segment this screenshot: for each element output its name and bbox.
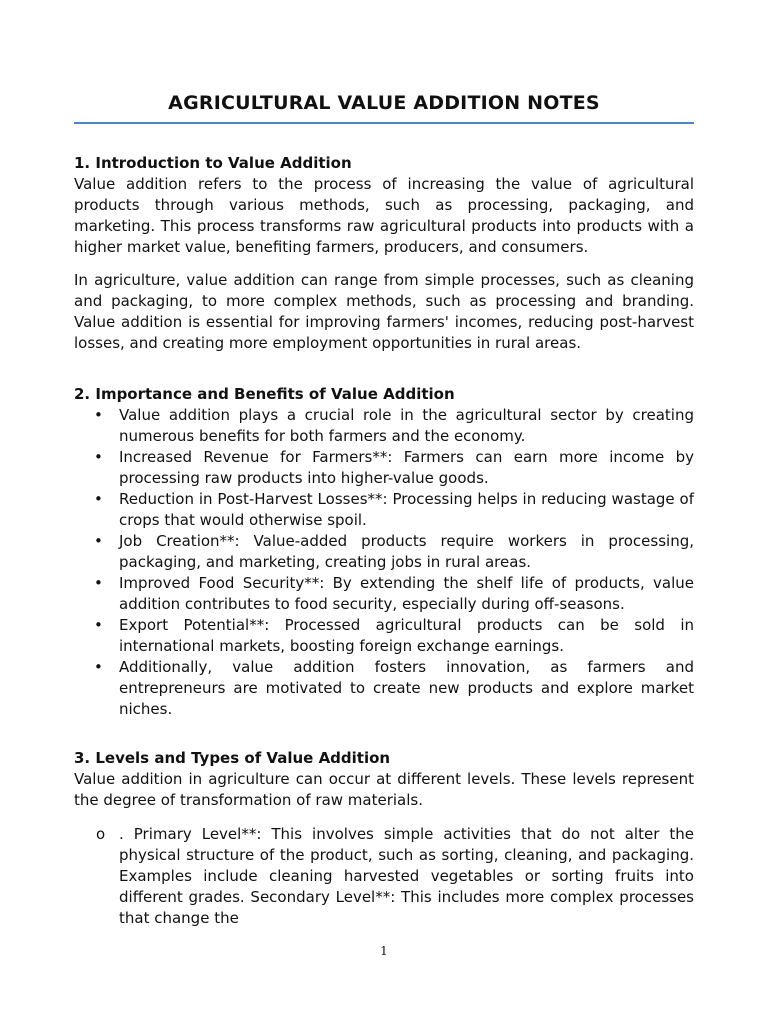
sub-item-text: . Primary Level**: This involves simple activities that do not alter the physical structure of the product, such as sorting, cleaning, and packaging. Examples include cleaning harvested vegetables or sorting fruits into different grades. Secondary Level**: This includes more complex processes that change the [119, 825, 694, 927]
list-item [74, 615, 694, 657]
benefits-list [74, 405, 694, 720]
levels-intro-paragraph: Value addition in agriculture can occur at different levels. These levels represent the degree of transformation of raw materials. [74, 770, 694, 809]
bullet-icon: • [94, 532, 103, 550]
levels-sub-item [74, 824, 694, 929]
list-item-text: Additionally, value addition fosters innovation, as farmers and entrepreneurs are motivated to create new products and explore market niches. [119, 658, 694, 718]
bullet-icon: • [94, 490, 103, 508]
list-item-text: Increased Revenue for Farmers**: Farmers can earn more income by processing raw products into higher-value goods. [119, 448, 694, 487]
bullet-icon: • [94, 658, 103, 676]
list-item [74, 405, 694, 447]
list-item-text: Export Potential**: Processed agricultural products can be sold in international markets, boosting foreign exchange earnings. [119, 616, 694, 655]
page-number: 1 [380, 944, 388, 958]
section-introduction [74, 153, 694, 354]
title-underline [74, 122, 694, 124]
section-heading-importance: 2. Importance and Benefits of Value Addition [74, 385, 455, 403]
list-item [74, 531, 694, 573]
list-item [74, 573, 694, 615]
document-title: AGRICULTURAL VALUE ADDITION NOTES [168, 92, 600, 114]
section-levels [74, 748, 694, 929]
section-heading-introduction: 1. Introduction to Value Addition [74, 154, 352, 172]
introduction-paragraph-2: In agriculture, value addition can range from simple processes, such as cleaning and packaging, to more complex methods, such as processing and branding. Value addition is essential for improving farmers' incomes, reducing post-harvest losses, and creating more employment opportunities in rural areas. [74, 271, 694, 352]
list-item-text: Job Creation**: Value-added products require workers in processing, packaging, and marketing, creating jobs in rural areas. [119, 532, 694, 571]
introduction-paragraph-1: Value addition refers to the process of increasing the value of agricultural products through various methods, such as processing, packaging, and marketing. This process transforms raw agricultural products into products with a higher market value, benefiting farmers, producers, and consumers. [74, 175, 694, 256]
list-item-text: Value addition plays a crucial role in the agricultural sector by creating numerous benefits for both farmers and the economy. [119, 406, 694, 445]
bullet-icon: • [94, 406, 103, 424]
bullet-icon: • [94, 616, 103, 634]
list-item [74, 657, 694, 720]
section-importance [74, 384, 694, 720]
bullet-icon: • [94, 448, 103, 466]
bullet-icon: • [94, 574, 103, 592]
sub-bullet-icon: o [96, 825, 106, 843]
section-heading-levels: 3. Levels and Types of Value Addition [74, 749, 391, 767]
list-item [74, 489, 694, 531]
list-item-text: Improved Food Security**: By extending the shelf life of products, value addition contributes to food security, especially during off-seasons. [119, 574, 694, 613]
list-item-text: Reduction in Post-Harvest Losses**: Processing helps in reducing wastage of crops that would otherwise spoil. [119, 490, 694, 529]
list-item [74, 447, 694, 489]
